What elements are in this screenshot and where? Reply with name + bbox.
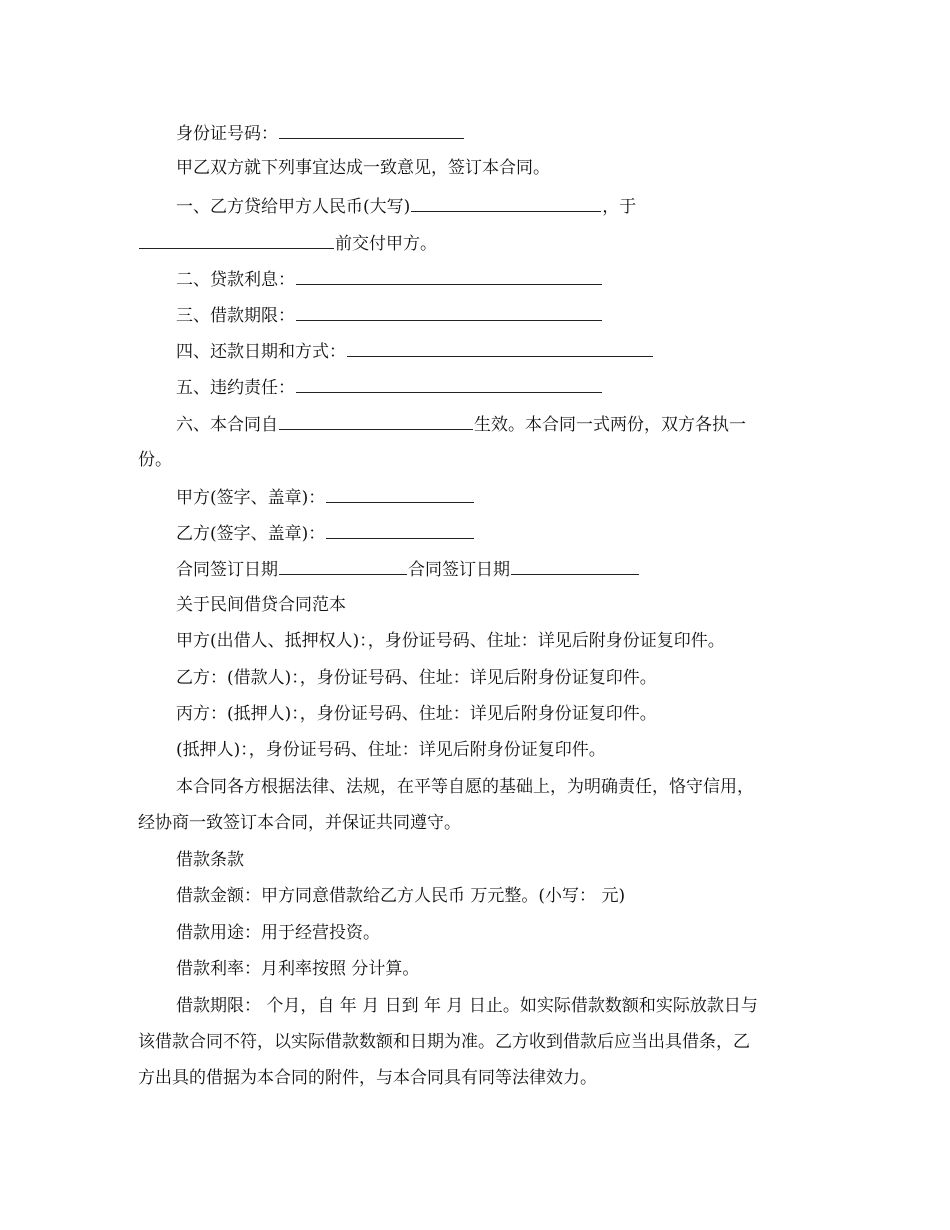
agreement-intro: 甲乙双方就下列事宜达成一致意见，签订本合同。	[176, 158, 550, 178]
clause-5-line	[176, 375, 603, 399]
clause-1-suffix: ，于	[602, 197, 637, 217]
blank-field	[296, 267, 602, 285]
clause-6-line	[176, 412, 746, 436]
clause-1-text: 一、乙方贷给甲方人民币(大写)	[176, 197, 411, 217]
clause-6-suffix: 生效。本合同一式两份，双方各执一	[474, 415, 746, 435]
blank-field	[279, 412, 473, 430]
section-heading: 关于民间借贷合同范本	[176, 595, 346, 615]
loan-interest-rate: 借款利率：月利率按照 分计算。	[176, 959, 420, 979]
blank-field	[296, 303, 602, 321]
clause-4-text: 四、还款日期和方式：	[176, 342, 346, 362]
clause-1-line	[176, 194, 636, 218]
clause-2-text: 二、贷款利息：	[176, 270, 295, 290]
loan-purpose: 借款用途：用于经营投资。	[176, 923, 380, 943]
clause-3-line	[176, 303, 603, 327]
mortgagor-info: (抵押人)：，身份证号码、住址：详见后附身份证复印件。	[176, 740, 606, 760]
clause-1-continued	[138, 231, 437, 255]
clause-5-text: 五、违约责任：	[176, 378, 295, 398]
party-c-info: 丙方：(抵押人)：，身份证号码、住址：详见后附身份证复印件。	[176, 704, 657, 724]
clause-2-line	[176, 267, 603, 291]
id-number-label: 身份证号码：	[176, 124, 278, 144]
clause-4-line	[176, 339, 654, 363]
party-a-info: 甲方(出借人、抵押权人)：，身份证号码、住址：详见后附身份证复印件。	[176, 631, 725, 651]
blank-field	[347, 339, 653, 357]
preamble-line-1: 本合同各方根据法律、法规，在平等自愿的基础上，为明确责任，恪守信用，	[176, 777, 754, 797]
loan-amount: 借款金额：甲方同意借款给乙方人民币 万元整。(小写： 元)	[176, 886, 626, 906]
blank-field	[511, 557, 639, 575]
blank-field	[326, 485, 474, 503]
loan-term-line-1: 借款期限： 个月，自 年 月 日到 年 月 日止。如实际借款数额和实际放款日与	[176, 996, 758, 1016]
clause-3-text: 三、借款期限：	[176, 306, 295, 326]
clause-1-continued-text: 前交付甲方。	[335, 234, 437, 254]
clause-6-text: 六、本合同自	[176, 415, 278, 435]
party-b-signature-line	[176, 521, 475, 545]
signing-date-line	[176, 557, 640, 581]
blank-field	[139, 231, 334, 249]
clause-6-continued: 份。	[138, 450, 172, 470]
blank-field	[279, 557, 407, 575]
party-a-signature-label: 甲方(签字、盖章)：	[176, 488, 326, 508]
preamble-line-2: 经协商一致签订本合同，并保证共同遵守。	[138, 813, 461, 833]
loan-terms-heading: 借款条款	[176, 850, 244, 870]
blank-field	[279, 121, 464, 139]
blank-field	[326, 521, 474, 539]
party-b-info: 乙方：(借款人)：，身份证号码、住址：详见后附身份证复印件。	[176, 668, 657, 688]
loan-term-line-2: 该借款合同不符，以实际借款数额和日期为准。乙方收到借款后应当出具借条，乙	[138, 1032, 750, 1052]
party-a-signature-line	[176, 485, 475, 509]
id-number-line	[176, 121, 465, 145]
signing-date-label-2: 合同签订日期	[408, 560, 510, 580]
party-b-signature-label: 乙方(签字、盖章)：	[176, 524, 326, 544]
blank-field	[296, 375, 602, 393]
signing-date-label: 合同签订日期	[176, 560, 278, 580]
loan-term-line-3: 方出具的借据为本合同的附件，与本合同具有同等法律效力。	[138, 1068, 597, 1088]
blank-field	[411, 194, 601, 212]
